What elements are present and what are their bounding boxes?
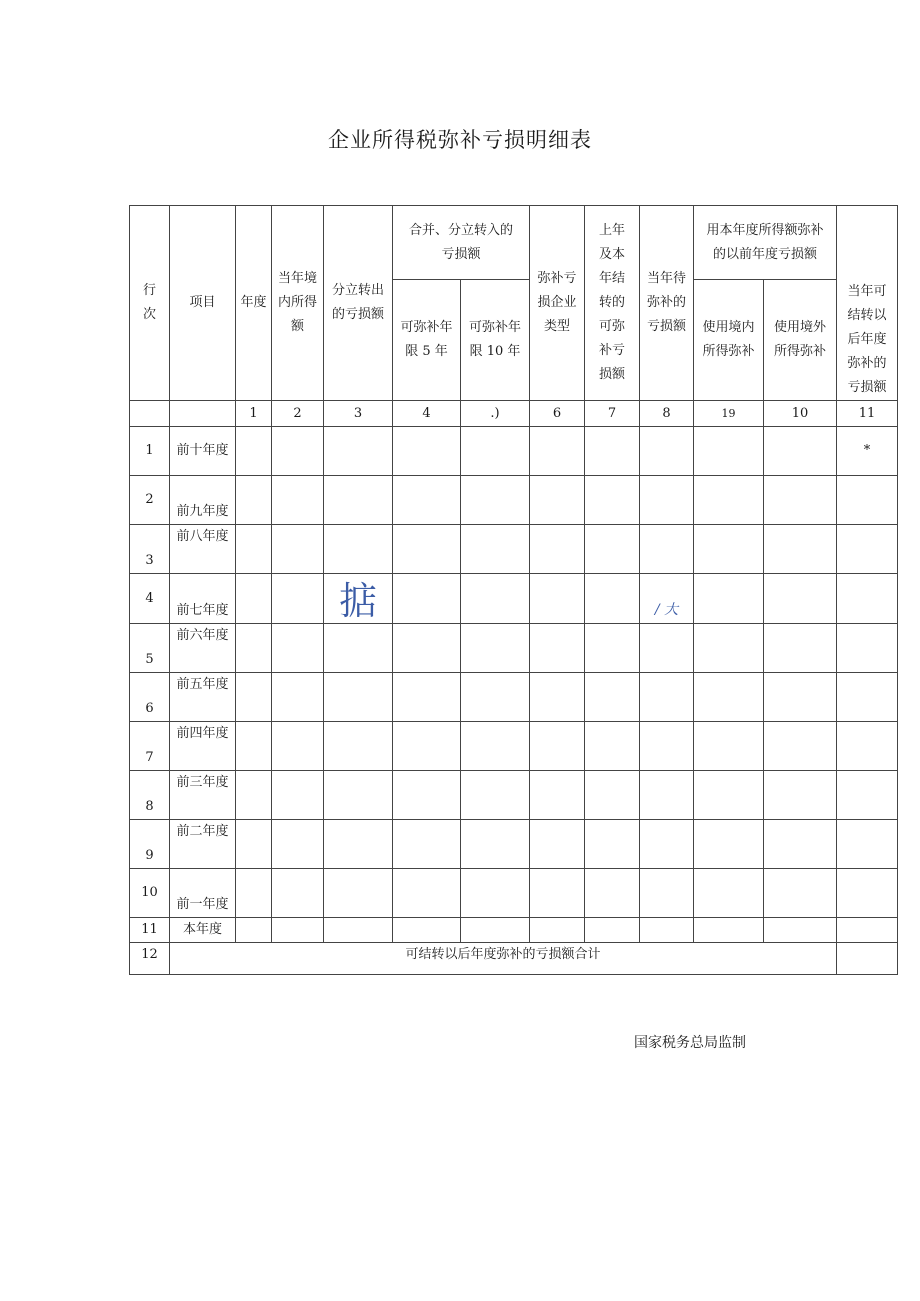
cell[interactable] [530, 525, 585, 574]
header-prev-carry: 上年 及本 年结 转的 可弥 补亏 损额 [585, 206, 640, 401]
cell-handwriting[interactable] [640, 574, 694, 624]
cell[interactable] [236, 525, 272, 574]
cell[interactable] [837, 722, 898, 771]
cell[interactable] [393, 820, 461, 869]
issuer-note: 国家税务总局监制 [634, 1035, 746, 1051]
header-row-no: 行 次 [130, 206, 170, 401]
row-number: 7 [130, 722, 170, 771]
cell[interactable] [324, 476, 393, 525]
table-row [130, 624, 898, 673]
cell[interactable] [461, 771, 530, 820]
header-use-domestic: 使用境内 所得弥补 [694, 280, 764, 401]
cell[interactable] [640, 427, 694, 476]
row-number: 11 [130, 918, 170, 943]
row-item: 前一年度 [170, 869, 236, 918]
cell[interactable] [236, 722, 272, 771]
cell[interactable] [640, 771, 694, 820]
cell[interactable] [530, 574, 585, 624]
cell[interactable] [272, 476, 324, 525]
cell[interactable] [461, 820, 530, 869]
table-row [130, 525, 898, 574]
cell[interactable] [764, 525, 837, 574]
cell[interactable] [764, 624, 837, 673]
header-income: 当年境 内所得 额 [272, 206, 324, 401]
cell[interactable] [585, 820, 640, 869]
table-row [130, 673, 898, 722]
header-use-group: 用本年度所得额弥补 的以前年度亏损额 [694, 206, 837, 280]
cell[interactable] [764, 722, 837, 771]
cell[interactable] [393, 673, 461, 722]
cell[interactable] [272, 624, 324, 673]
cell[interactable] [640, 673, 694, 722]
handwritten-mark: / 大 [654, 602, 679, 618]
cell[interactable] [324, 918, 393, 943]
cell[interactable] [837, 574, 898, 624]
cell[interactable] [837, 820, 898, 869]
cell[interactable] [393, 624, 461, 673]
cell[interactable] [272, 771, 324, 820]
cell[interactable] [694, 574, 764, 624]
header-merge-10: 可弥补年 限 10 年 [461, 280, 530, 401]
cell[interactable] [585, 624, 640, 673]
colnum-10: 10 [764, 401, 837, 427]
row-item: 前十年度 [170, 427, 236, 476]
cell[interactable] [393, 574, 461, 624]
cell[interactable] [837, 918, 898, 943]
cell[interactable] [764, 869, 837, 918]
cell[interactable] [236, 427, 272, 476]
cell[interactable] [461, 574, 530, 624]
row-item: 前六年度 [170, 624, 236, 673]
header-merge-5: 可弥补年 限 5 年 [393, 280, 461, 401]
row-number: 5 [130, 624, 170, 673]
colnum-9: 19 [694, 401, 764, 427]
cell[interactable] [585, 525, 640, 574]
row-item: 前四年度 [170, 722, 236, 771]
cell[interactable] [272, 820, 324, 869]
header-item: 项目 [170, 206, 236, 401]
cell[interactable] [694, 673, 764, 722]
table-row [130, 427, 898, 476]
cell[interactable] [461, 722, 530, 771]
cell[interactable] [530, 427, 585, 476]
table-row [130, 722, 898, 771]
row-number: 2 [130, 476, 170, 525]
colnum-4: 4 [393, 401, 461, 427]
table-row [130, 771, 898, 820]
cell[interactable] [530, 476, 585, 525]
cell[interactable] [640, 476, 694, 525]
header-row-1 [130, 206, 898, 280]
row-item: 前五年度 [170, 673, 236, 722]
table-row-total [130, 943, 898, 975]
colnum-11: 11 [837, 401, 898, 427]
cell[interactable] [694, 869, 764, 918]
page-title: 企业所得税弥补亏损明细表 [328, 128, 592, 152]
cell[interactable] [837, 624, 898, 673]
header-use-foreign: 使用境外 所得弥补 [764, 280, 837, 401]
cell[interactable] [530, 673, 585, 722]
cell[interactable] [837, 943, 898, 975]
cell[interactable] [585, 771, 640, 820]
row-number: 4 [130, 574, 170, 624]
cell-asterisk[interactable]: * [837, 427, 898, 476]
row-item: 前八年度 [170, 525, 236, 574]
cell[interactable] [694, 722, 764, 771]
column-number-row [130, 401, 898, 427]
colnum-1: 1 [236, 401, 272, 427]
cell[interactable] [461, 525, 530, 574]
cell[interactable] [694, 918, 764, 943]
cell[interactable] [837, 673, 898, 722]
cell[interactable] [272, 427, 324, 476]
colnum-6: 6 [530, 401, 585, 427]
cell[interactable] [324, 869, 393, 918]
row-item: 前九年度 [170, 476, 236, 525]
table-row [130, 820, 898, 869]
cell[interactable] [324, 673, 393, 722]
header-year: 年度 [236, 206, 272, 401]
cell[interactable] [585, 722, 640, 771]
cell[interactable] [764, 427, 837, 476]
row-number: 6 [130, 673, 170, 722]
cell[interactable] [764, 918, 837, 943]
cell[interactable] [236, 574, 272, 624]
cell[interactable] [764, 820, 837, 869]
row-item-total: 可结转以后年度弥补的亏损额合计 [170, 943, 837, 975]
cell[interactable] [461, 869, 530, 918]
cell[interactable] [393, 918, 461, 943]
cell[interactable] [530, 624, 585, 673]
table-row [130, 476, 898, 525]
cell[interactable] [236, 918, 272, 943]
cell[interactable] [324, 525, 393, 574]
cell[interactable] [461, 918, 530, 943]
row-number: 3 [130, 525, 170, 574]
colnum-spacer [170, 401, 236, 427]
header-merge-group: 合并、分立转入的 亏损额 [393, 206, 530, 280]
cell[interactable] [393, 722, 461, 771]
row-number: 8 [130, 771, 170, 820]
loss-table [129, 205, 898, 975]
cell[interactable] [640, 918, 694, 943]
table-row [130, 918, 898, 943]
colnum-7: 7 [585, 401, 640, 427]
cell[interactable] [272, 525, 324, 574]
row-item: 前二年度 [170, 820, 236, 869]
cell[interactable] [585, 869, 640, 918]
cell[interactable] [764, 574, 837, 624]
table-row [130, 869, 898, 918]
header-pending: 当年待 弥补的 亏损额 [640, 206, 694, 401]
cell[interactable] [530, 820, 585, 869]
cell[interactable] [694, 624, 764, 673]
cell[interactable] [461, 427, 530, 476]
cell[interactable] [640, 820, 694, 869]
cell[interactable] [694, 820, 764, 869]
cell[interactable] [837, 476, 898, 525]
cell[interactable] [393, 771, 461, 820]
colnum-2: 2 [272, 401, 324, 427]
cell[interactable] [272, 869, 324, 918]
cell[interactable] [324, 722, 393, 771]
cell[interactable] [393, 476, 461, 525]
cell[interactable] [324, 771, 393, 820]
row-item: 前三年度 [170, 771, 236, 820]
cell[interactable] [236, 869, 272, 918]
cell[interactable] [393, 427, 461, 476]
handwritten-mark: 掂 [338, 579, 377, 623]
cell[interactable] [585, 427, 640, 476]
cell[interactable] [764, 476, 837, 525]
cell[interactable] [324, 820, 393, 869]
header-type: 弥补亏 损企业 类型 [530, 206, 585, 401]
cell[interactable] [764, 673, 837, 722]
row-number: 12 [130, 943, 170, 975]
cell[interactable] [236, 771, 272, 820]
colnum-8: 8 [640, 401, 694, 427]
cell[interactable] [837, 525, 898, 574]
colnum-3: 3 [324, 401, 393, 427]
cell[interactable] [393, 525, 461, 574]
row-number: 9 [130, 820, 170, 869]
cell[interactable] [461, 673, 530, 722]
cell[interactable] [530, 722, 585, 771]
cell[interactable] [694, 771, 764, 820]
row-number: 10 [130, 869, 170, 918]
row-item: 本年度 [170, 918, 236, 943]
cell[interactable] [393, 869, 461, 918]
table-row [130, 574, 898, 624]
cell[interactable] [461, 476, 530, 525]
cell[interactable] [324, 624, 393, 673]
colnum-spacer [130, 401, 170, 427]
cell[interactable] [640, 624, 694, 673]
cell[interactable] [236, 673, 272, 722]
cell[interactable] [694, 476, 764, 525]
cell[interactable] [272, 722, 324, 771]
cell[interactable] [272, 673, 324, 722]
cell[interactable] [764, 771, 837, 820]
cell[interactable] [272, 918, 324, 943]
cell[interactable] [236, 624, 272, 673]
cell[interactable] [837, 771, 898, 820]
cell[interactable] [530, 771, 585, 820]
cell[interactable] [640, 869, 694, 918]
cell[interactable] [694, 525, 764, 574]
cell[interactable] [694, 427, 764, 476]
colnum-5: .) [461, 401, 530, 427]
cell[interactable] [236, 476, 272, 525]
cell[interactable] [585, 476, 640, 525]
cell[interactable] [461, 624, 530, 673]
cell-handwriting[interactable] [324, 574, 393, 624]
cell[interactable] [640, 722, 694, 771]
header-split-out: 分立转出 的亏损额 [324, 206, 393, 401]
cell[interactable] [837, 869, 898, 918]
cell[interactable] [236, 820, 272, 869]
cell[interactable] [530, 869, 585, 918]
cell[interactable] [585, 673, 640, 722]
row-item: 前七年度 [170, 574, 236, 624]
cell[interactable] [585, 918, 640, 943]
header-carry-forward: 当年可 结转以 后年度 弥补的 亏损额 [837, 206, 898, 401]
cell[interactable] [585, 574, 640, 624]
cell[interactable] [530, 918, 585, 943]
row-number: 1 [130, 427, 170, 476]
cell[interactable] [324, 427, 393, 476]
cell[interactable] [640, 525, 694, 574]
cell[interactable] [272, 574, 324, 624]
